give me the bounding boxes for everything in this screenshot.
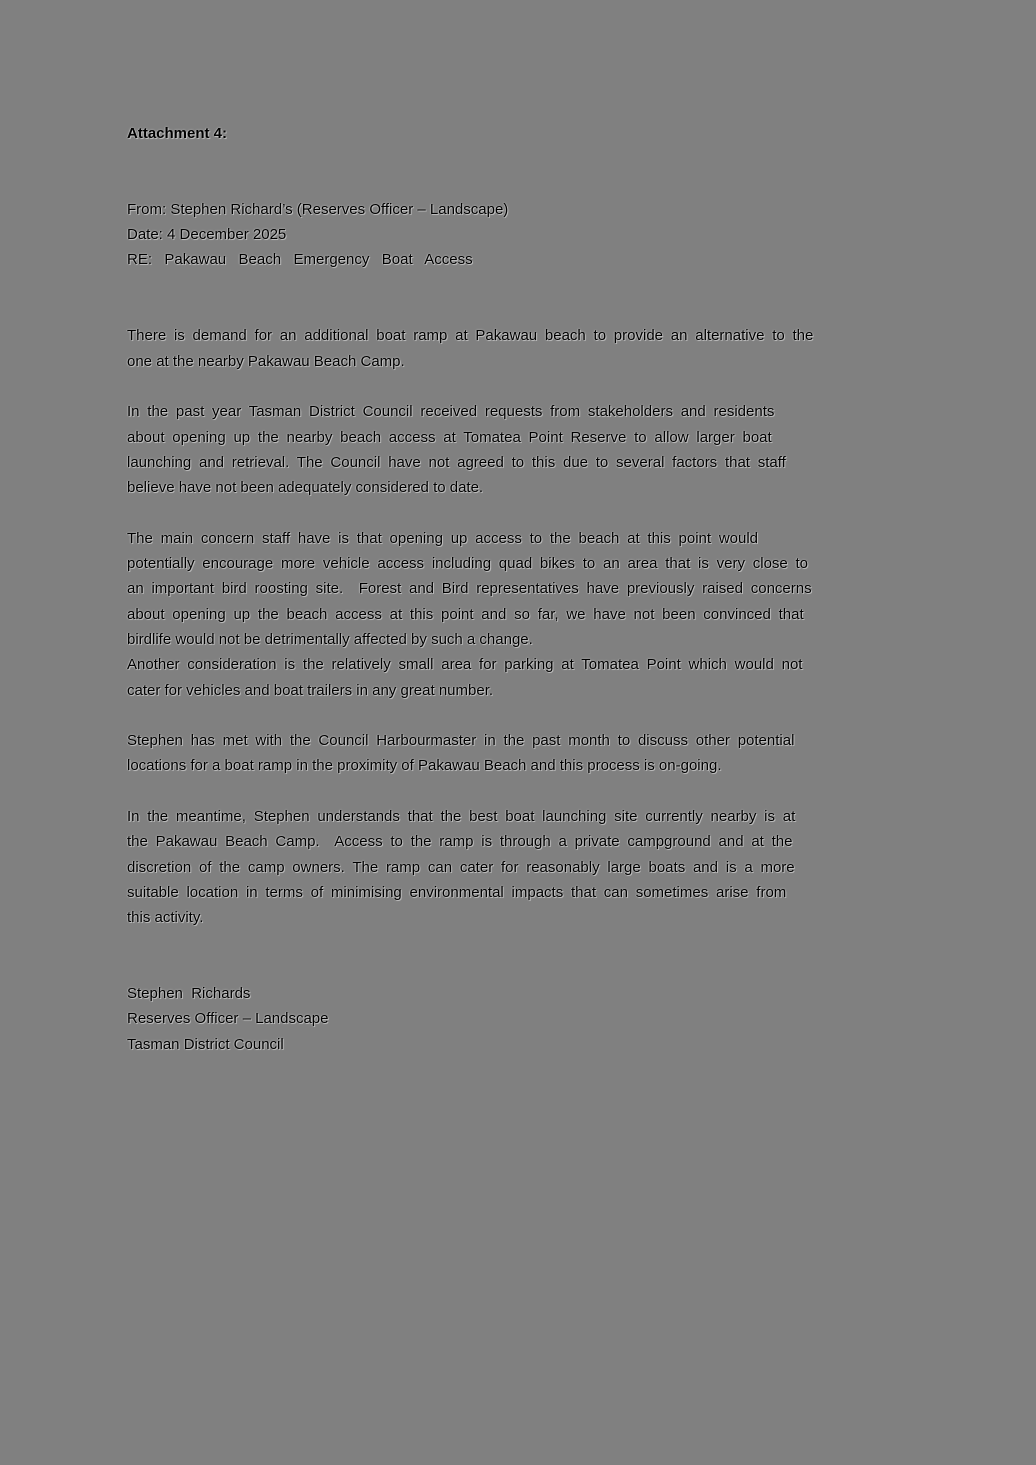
paragraph <box>127 526 905 703</box>
text-line: cater for vehicles and boat trailers in any great number. <box>127 681 494 699</box>
text-line: Another consideration is the relatively small area for parking at Tomatea Point which would not <box>127 656 803 674</box>
text-line: From: Stephen Richard’s (Reserves Officer – Landscape) <box>127 200 509 218</box>
paragraph <box>127 728 905 779</box>
text-line: discretion of the camp owners. The ramp can cater for reasonably large boats and is a more <box>127 858 795 876</box>
paragraph <box>127 323 905 374</box>
text-line: RE: Pakawau Beach Emergency Boat Access <box>127 251 473 269</box>
text-line: this activity. <box>127 909 204 927</box>
text-line: potentially encourage more vehicle access including quad bikes to an area that is very close to <box>127 555 809 573</box>
text-line: In the past year Tasman District Council received requests from stakeholders and residents <box>127 403 775 421</box>
text-line: Stephen has met with the Council Harbourmaster in the past month to discuss other potential <box>127 732 795 750</box>
text-line: Tasman District Council <box>127 1035 284 1053</box>
memo-header-block <box>127 197 905 273</box>
text-line: about opening up the beach access at this point and so far, we have not been convinced that <box>127 605 804 623</box>
text-line: an important bird roosting site. Forest and Bird representatives have previously raised concerns <box>127 580 812 598</box>
text-line: launching and retrieval. The Council have not agreed to this due to several factors that staff <box>127 453 786 471</box>
text-line: Date: 4 December 2025 <box>127 226 287 244</box>
text-line: one at the nearby Pakawau Beach Camp. <box>127 352 405 370</box>
memo-body <box>127 323 905 930</box>
text-line: There is demand for an additional boat ramp at Pakawau beach to provide an alternative to the <box>127 327 814 345</box>
attachment-heading: Attachment 4: <box>127 125 228 142</box>
text-line: The main concern staff have is that opening up access to the beach at this point would <box>127 529 759 547</box>
text-line: Reserves Officer – Landscape <box>127 1010 329 1028</box>
signature-block <box>127 981 905 1057</box>
text-line: locations for a boat ramp in the proximity of Pakawau Beach and this process is on-going. <box>127 757 722 775</box>
paragraph <box>127 804 905 930</box>
text-line: Stephen Richards <box>127 985 251 1003</box>
text-line: suitable location in terms of minimising environmental impacts that can sometimes arise from <box>127 883 787 901</box>
text-line: believe have not been adequately considered to date. <box>127 479 484 497</box>
memo-content <box>127 121 905 1057</box>
text-line: the Pakawau Beach Camp. Access to the ramp is through a private campground and at the <box>127 833 793 851</box>
paragraph <box>127 399 905 500</box>
text-line: birdlife would not be detrimentally affected by such a change. <box>127 630 533 648</box>
text-line: about opening up the nearby beach access at Tomatea Point Reserve to allow larger boat <box>127 428 772 446</box>
text-line: In the meantime, Stephen understands that the best boat launching site currently nearby is at <box>127 808 796 826</box>
